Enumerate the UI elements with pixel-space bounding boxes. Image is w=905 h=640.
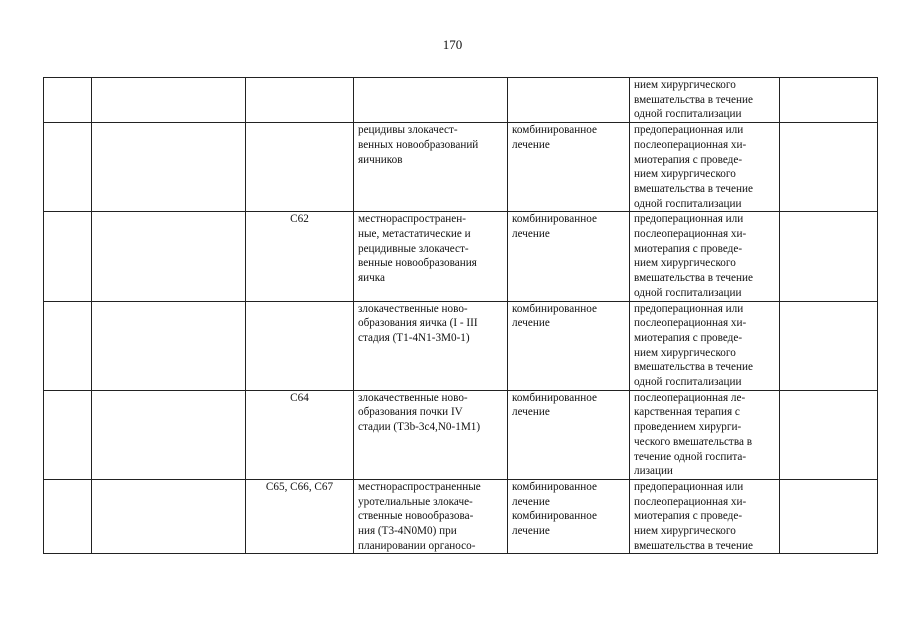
treatment-method-cell [630,479,780,553]
icd-code: C64 [290,391,309,404]
treatment-line: комбинированное [512,480,597,493]
extra-cell [780,78,878,123]
method-line: одной госпитализации [634,376,742,389]
diagnosis-cell [354,479,508,553]
diagnosis-line: образования почки IV [358,406,463,419]
method-line: вмешательства в течение [634,539,753,552]
method-line: предоперационная или [634,124,744,137]
diagnosis-line: уротелиальные злокаче- [358,495,473,508]
table-row [44,123,878,212]
treatment-method-cell [630,78,780,123]
method-line: нием хирургического [634,257,736,270]
diagnosis-line: ные, метастатические и [358,228,471,241]
extra-cell [780,479,878,553]
table-row [44,212,878,301]
method-line: вмешательства в течение [634,182,753,195]
treatment-line: лечение [512,228,550,241]
diagnosis-line: рецидивные злокачест- [358,242,469,255]
diagnosis-cell [354,212,508,301]
method-line: миотерапия с проведе- [634,242,743,255]
treatment-line: лечение [512,525,550,538]
diagnosis-line: злокачественные ново- [358,391,468,404]
method-line: нием хирургического [634,525,736,538]
treatment-line: лечение [512,317,550,330]
method-line: послеоперационная хи- [634,138,747,151]
method-line: одной госпитализации [634,197,742,210]
treatment-line: комбинированное [512,213,597,226]
method-line: одной госпитализации [634,108,742,121]
treatment-type-cell [508,212,630,301]
diagnosis-cell [354,123,508,212]
extra-cell [780,390,878,479]
method-line: вмешательства в течение [634,272,753,285]
treatment-type-cell [508,78,630,123]
method-line: нием хирургического [634,79,736,91]
icd-code-cell [246,212,354,301]
diagnosis-line: местнораспространенные [358,480,481,493]
icd-code-cell [246,78,354,123]
table-row [44,479,878,553]
diagnosis-line: стадии (T3b-3c4,N0-1M1) [358,421,481,434]
method-line: миотерапия с проведе- [634,153,743,166]
treatment-line: комбинированное [512,510,597,523]
medical-care-table [43,77,878,554]
treatment-line: лечение [512,495,550,508]
method-line: нием хирургического [634,168,736,181]
method-line: предоперационная или [634,213,744,226]
profile-cell [92,301,246,390]
number-cell [44,390,92,479]
diagnosis-line: образования яичка (I - III [358,317,478,330]
profile-cell [92,78,246,123]
diagnosis-line: ния (T3-4N0M0) при [358,525,457,538]
method-line: карственная терапия с [634,406,740,419]
diagnosis-cell [354,301,508,390]
method-line: послеоперационная хи- [634,228,747,241]
diagnosis-line: венных новообразований [358,138,479,151]
diagnosis-line: рецидивы злокачест- [358,124,458,137]
treatment-type-cell [508,390,630,479]
treatment-type-cell [508,301,630,390]
diagnosis-line: венные новообразования [358,257,477,270]
table-row [44,301,878,390]
treatment-method-cell [630,123,780,212]
method-line: послеоперационная хи- [634,495,747,508]
method-line: послеоперационная ле- [634,391,746,404]
treatment-line: комбинированное [512,124,597,137]
icd-code: C65, C66, C67 [265,480,334,493]
method-line: нием хирургического [634,346,736,359]
treatment-line: комбинированное [512,302,597,315]
treatment-type-cell [508,479,630,553]
method-line: течение одной госпита- [634,450,747,463]
treatment-method-cell [630,212,780,301]
method-line: миотерапия с проведе- [634,331,743,344]
treatment-method-cell [630,390,780,479]
diagnosis-cell [354,390,508,479]
treatment-line: комбинированное [512,391,597,404]
extra-cell [780,123,878,212]
icd-code-cell [246,479,354,553]
profile-cell [92,212,246,301]
diagnosis-line: местнораспространен- [358,213,466,226]
diagnosis-line: стадия (T1-4N1-3M0-1) [358,331,470,344]
page-number: 170 [442,37,463,52]
method-line: предоперационная или [634,480,744,493]
diagnosis-line: злокачественные ново- [358,302,468,315]
treatment-line: лечение [512,406,550,419]
method-line: проведением хирурги- [634,421,742,434]
method-line: предоперационная или [634,302,744,315]
diagnosis-line: яичка [358,272,385,285]
method-line: вмешательства в течение [634,361,753,374]
method-line: одной госпитализации [634,286,742,299]
table-cut-edge [43,553,877,554]
number-cell [44,301,92,390]
extra-cell [780,212,878,301]
profile-cell [92,479,246,553]
table-row [44,78,878,123]
icd-code-cell [246,301,354,390]
diagnosis-line: ственные новообразова- [358,510,474,523]
method-line: вмешательства в течение [634,93,753,106]
icd-code-cell [246,390,354,479]
number-cell [44,123,92,212]
method-line: ческого вмешательства в [634,435,752,448]
treatment-type-cell [508,123,630,212]
profile-cell [92,390,246,479]
extra-cell [780,301,878,390]
diagnosis-line: планировании органосо- [358,539,476,552]
method-line: послеоперационная хи- [634,317,747,330]
table-row [44,390,878,479]
treatment-method-cell [630,301,780,390]
method-line: миотерапия с проведе- [634,510,743,523]
method-line: лизации [634,465,673,478]
number-cell [44,78,92,123]
diagnosis-line: яичников [358,153,403,166]
diagnosis-cell [354,78,508,123]
icd-code: C62 [290,213,309,226]
icd-code-cell [246,123,354,212]
profile-cell [92,123,246,212]
number-cell [44,212,92,301]
treatment-line: лечение [512,138,550,151]
number-cell [44,479,92,553]
